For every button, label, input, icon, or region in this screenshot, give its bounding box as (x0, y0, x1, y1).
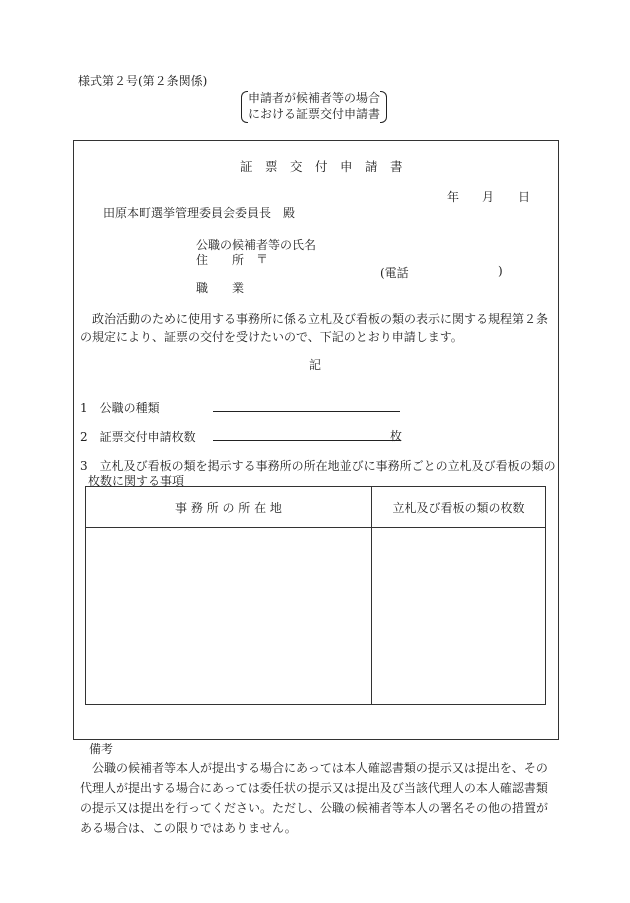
occupation-label: 職 業 (196, 281, 245, 295)
signboard-count-cell[interactable] (372, 528, 546, 705)
date-day-label: 日 (518, 190, 531, 204)
form-number: 様式第２号(第２条関係) (78, 74, 208, 88)
item-3-line-1: 3 立札及び看板の類を掲示する事務所の所在地並びに事務所ごとの立札及び看板の類の (80, 459, 556, 473)
left-bracket (241, 91, 248, 123)
sheet-count-unit: 枚 (390, 429, 403, 443)
office-type-field[interactable] (213, 411, 400, 412)
item-3-line-2: 枚数に関する事項 (88, 474, 185, 488)
table-row (86, 528, 546, 705)
date-month-label: 月 (482, 190, 495, 204)
office-signboard-table (85, 486, 546, 705)
sheet-count-field[interactable] (213, 440, 401, 441)
addressee: 田原本町選挙管理委員会委員長 殿 (103, 206, 296, 220)
office-location-cell[interactable] (86, 528, 372, 705)
applicant-type-caption (241, 90, 387, 122)
notes-text: 公職の候補者等本人が提出する場合にあっては本人確認書類の提示又は提出を、その代理人が提出する場合にあっては委任状の提示又は提出及び当該代理人の本人確認書類の提示又は提出を行ってください。ただし、公職の候補者等本人の署名その他の措置がある場合は、この限りではありません。 (80, 761, 549, 835)
right-bracket (380, 91, 387, 123)
date-year-label: 年 (447, 190, 460, 204)
postal-mark: 〒 (256, 252, 269, 266)
phone-label: (電話 (380, 266, 409, 280)
applicant-name-label: 公職の候補者等の氏名 (196, 238, 317, 252)
phone-close: ) (498, 264, 503, 278)
caption-line-2: における証票交付申請書 (247, 107, 380, 121)
header-office-location: 事 務 所 の 所 在 地 (86, 487, 372, 528)
address-label: 住 所 (196, 253, 245, 267)
header-signboard-count: 立札及び看板の類の枚数 (372, 487, 546, 528)
form-title: 証票交付申請書 (240, 159, 416, 174)
table-header-row (86, 487, 546, 528)
caption-line-1: 申請者が候補者等の場合 (247, 91, 380, 105)
ki-mark: 記 (309, 358, 322, 372)
item-1-label: 1 公職の種類 (80, 401, 160, 415)
application-statement: 政治活動のために使用する事務所に係る立札及び看板の類の表示に関する規程第２条の規定により、証票の交付を受けたいので、下記のとおり申請します。 (80, 312, 549, 344)
notes-heading: 備考 (89, 742, 114, 756)
item-2-label: 2 証票交付申請枚数 (80, 430, 196, 444)
